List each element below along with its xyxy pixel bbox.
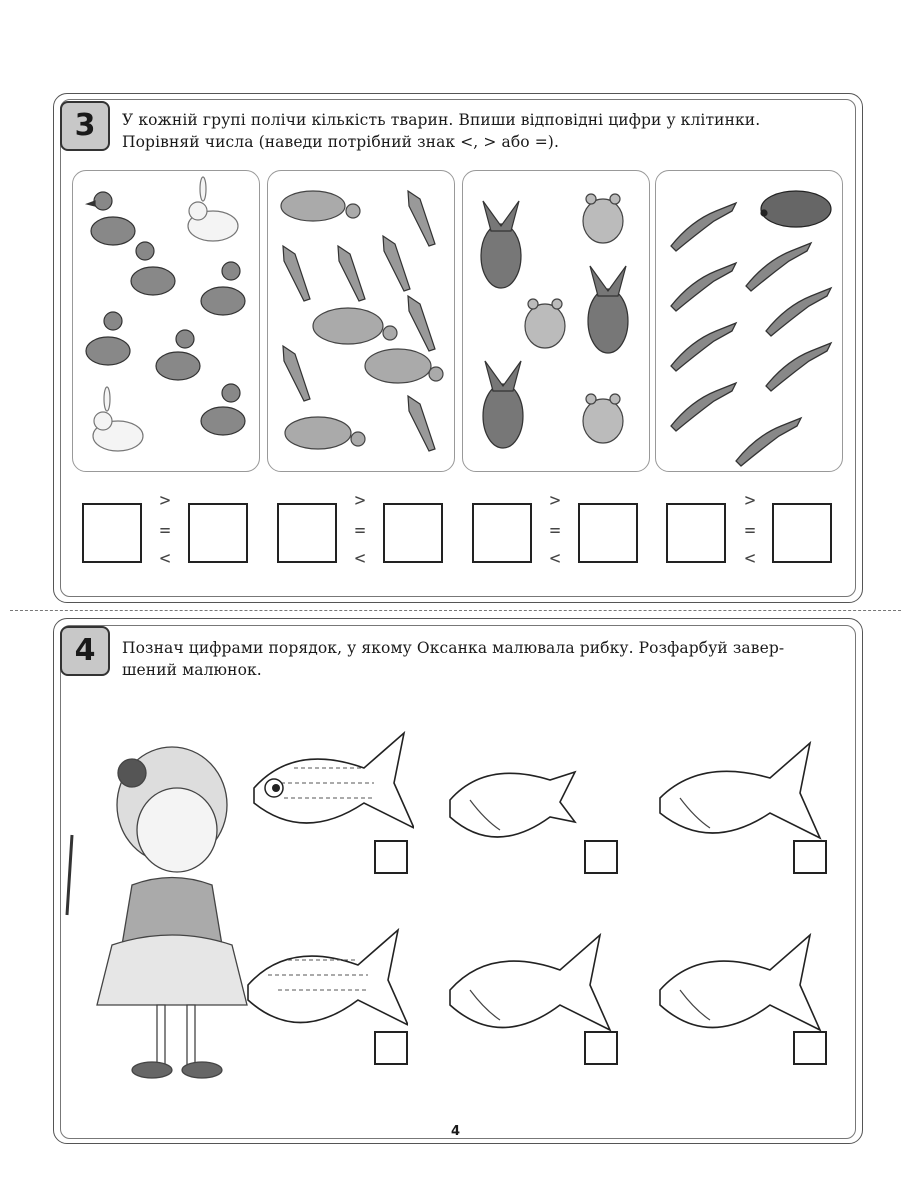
- greater-sign: >: [354, 490, 366, 511]
- lizard-icon: [671, 263, 736, 311]
- parrot-icon: [383, 236, 410, 291]
- task4-number-badge: 4: [60, 626, 110, 676]
- parrot-icon: [338, 246, 365, 301]
- order-box-fish-4[interactable]: [374, 1031, 408, 1065]
- duck-icon: [156, 330, 200, 380]
- count-box-hedgehogs[interactable]: [772, 503, 832, 563]
- lizards-hedgehog-illustration: [656, 171, 842, 471]
- task4-instruction-line2: шений малюнок.: [122, 661, 262, 679]
- count-box-ducks[interactable]: [82, 503, 142, 563]
- count-box-turtles[interactable]: [277, 503, 337, 563]
- equal-sign: =: [744, 520, 756, 541]
- duck-icon: [201, 262, 245, 315]
- duck-icon: [131, 242, 175, 295]
- count-box-lizards[interactable]: [666, 503, 726, 563]
- girl-shoe-left: [132, 1062, 172, 1078]
- hamster-icon: [583, 194, 623, 243]
- animal-group-foxes-hamsters: [462, 170, 650, 472]
- page-number: 4: [450, 1124, 461, 1139]
- task3-instruction-line1: У кожній групі полічи кількість тварин. Впиши відповідні цифри у клітинки.: [122, 111, 761, 129]
- comparison-signs-2[interactable]: [347, 490, 373, 572]
- count-box-hamsters[interactable]: [578, 503, 638, 563]
- less-sign: <: [549, 548, 561, 569]
- turtle-icon: [285, 417, 365, 449]
- less-sign: <: [354, 548, 366, 569]
- duck-icon: [87, 192, 135, 245]
- fox-icon: [588, 266, 628, 353]
- less-sign: <: [744, 548, 756, 569]
- comparison-signs-1[interactable]: [152, 490, 178, 572]
- count-box-rabbits[interactable]: [188, 503, 248, 563]
- animal-group-ducks-rabbits: [72, 170, 260, 472]
- fox-icon: [483, 361, 523, 448]
- foxes-hamsters-illustration: [463, 171, 649, 471]
- lizard-icon: [671, 203, 736, 251]
- parrot-icon: [283, 246, 310, 301]
- task3-instruction-line2: Порівняй числа (наведи потрібний знак <, > або =).: [122, 133, 559, 151]
- lizard-icon: [736, 418, 801, 466]
- rabbit-icon: [93, 387, 143, 451]
- parrot-icon: [408, 296, 435, 351]
- comparison-signs-3[interactable]: [542, 490, 568, 572]
- ducks-rabbits-illustration: [73, 171, 259, 471]
- girl-skirt: [97, 935, 247, 1005]
- equal-sign: =: [549, 520, 561, 541]
- parrot-icon: [283, 346, 310, 401]
- task-divider: [10, 610, 901, 611]
- animal-group-lizards-hedgehog: [655, 170, 843, 472]
- less-sign: <: [159, 548, 171, 569]
- lizard-icon: [766, 288, 831, 336]
- greater-sign: >: [159, 490, 171, 511]
- turtle-icon: [313, 308, 397, 344]
- order-box-fish-3[interactable]: [793, 840, 827, 874]
- task4-instruction-line1: Познач цифрами порядок, у якому Оксанка малювала рибку. Розфарбуй завер-: [122, 639, 785, 657]
- equal-sign: =: [159, 520, 171, 541]
- turtle-icon: [365, 349, 443, 383]
- girl-painter-illustration: [62, 745, 252, 1095]
- fox-icon: [481, 201, 521, 288]
- count-box-foxes[interactable]: [472, 503, 532, 563]
- lizard-icon: [671, 383, 736, 431]
- hamster-icon: [525, 299, 565, 348]
- duck-icon: [86, 312, 130, 365]
- order-box-fish-5[interactable]: [584, 1031, 618, 1065]
- rabbit-icon: [188, 177, 238, 241]
- girl-leg-right: [187, 1005, 195, 1065]
- greater-sign: >: [549, 490, 561, 511]
- lizard-icon: [766, 343, 831, 391]
- equal-sign: =: [354, 520, 366, 541]
- parrot-icon: [408, 396, 435, 451]
- comparison-signs-4[interactable]: [737, 490, 763, 572]
- hair-bow: [118, 759, 146, 787]
- greater-sign: >: [744, 490, 756, 511]
- girl-shoe-right: [182, 1062, 222, 1078]
- turtle-icon: [281, 191, 360, 221]
- girl-leg-left: [157, 1005, 165, 1065]
- hedgehog-icon: [761, 191, 831, 227]
- parrot-icon: [408, 191, 435, 246]
- girl-face: [137, 788, 217, 872]
- paintbrush: [67, 835, 72, 915]
- order-box-fish-1[interactable]: [374, 840, 408, 874]
- duck-icon: [201, 384, 245, 435]
- count-box-parrots[interactable]: [383, 503, 443, 563]
- hamster-icon: [583, 394, 623, 443]
- lizard-icon: [746, 243, 811, 291]
- order-box-fish-6[interactable]: [793, 1031, 827, 1065]
- order-box-fish-2[interactable]: [584, 840, 618, 874]
- turtles-parrots-illustration: [268, 171, 454, 471]
- animal-group-turtles-parrots: [267, 170, 455, 472]
- task3-number-badge: 3: [60, 101, 110, 151]
- lizard-icon: [671, 323, 736, 371]
- fish-drawing-2: [440, 740, 590, 860]
